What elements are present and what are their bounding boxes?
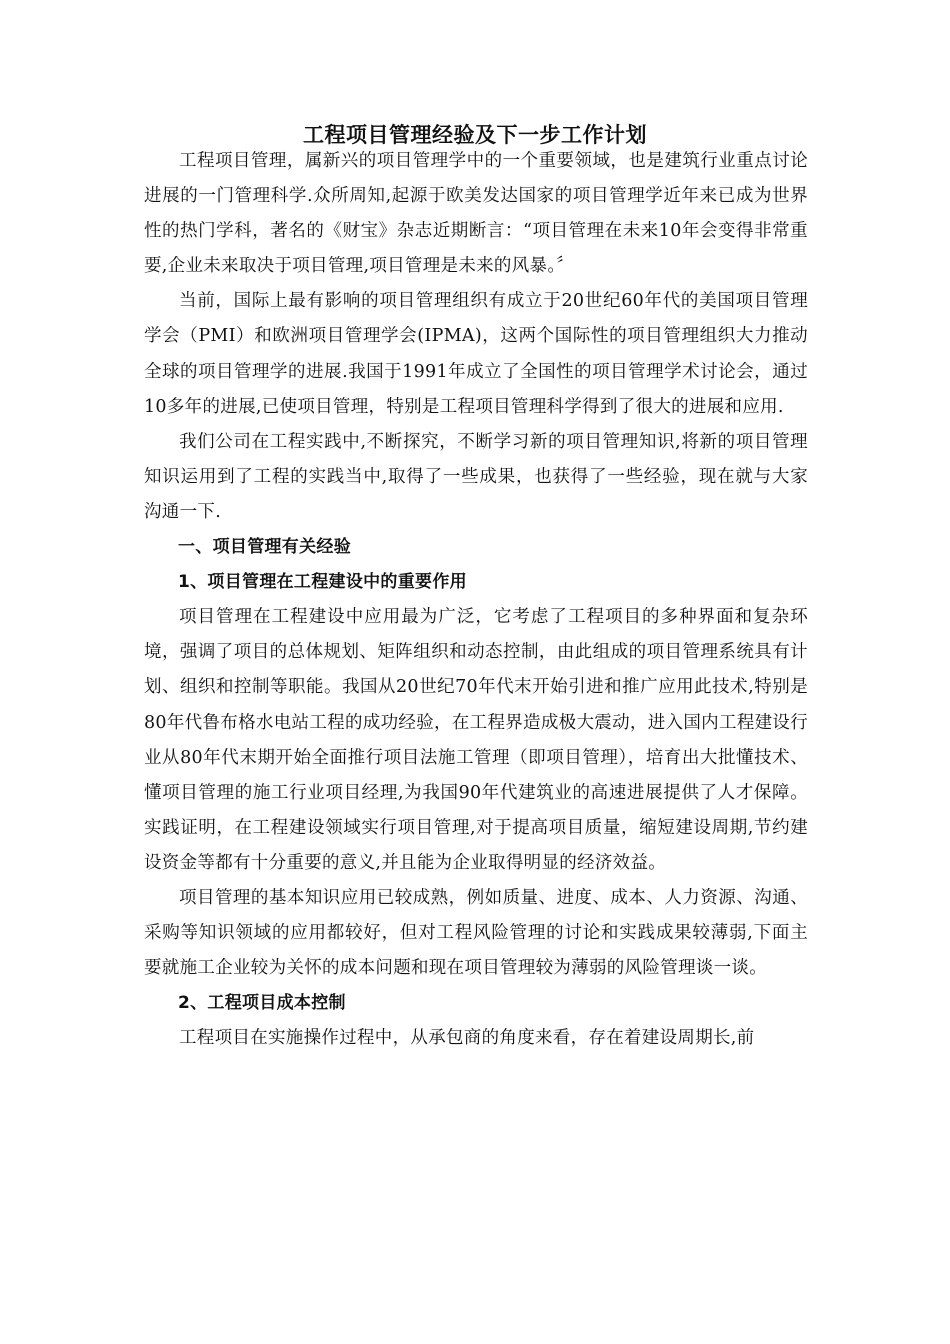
paragraph-cost-control: 工程项目在实施操作过程中，从承包商的角度来看，存在着建设周期长,前 <box>179 1028 755 1049</box>
paragraph-company-practice: 我们公司在工程实践中,不断探究，不断学习新的项目管理知识,将新的项目管理知识运用到了工程的实践当中,取得了一些成果，也获得了一些经验，现在就与大家沟通一下. <box>144 431 808 522</box>
paragraph-knowledge-areas: 项目管理的基本知识应用已较成熟，例如质量、进度、成本、人力资源、沟通、采购等知识领域的应用都较好，但对工程风险管理的讨论和实践成果较薄弱,下面主要就施工企业较为关怀的成本问题和现在项目管理较为薄弱的风险管理谈一谈。 <box>144 887 808 979</box>
document-title: 工程项目管理经验及下一步工作计划 <box>303 123 647 147</box>
document-body <box>144 144 808 1056</box>
paragraph-intro: 工程项目管理，属新兴的项目管理学中的一个重要领域，也是建筑行业重点讨论进展的一门管理科学.众所周知,起源于欧美发达国家的项目管理学近年来已成为世界性的热门学科，著名的《财宝》杂志近期断言：“项目管理在未来10年会变得非常重要,企业未来取决于项目管理,项目管理是未来的风暴。〞 <box>144 151 808 277</box>
subsection-heading-cost-control: 2、工程项目成本控制 <box>178 993 346 1014</box>
subsection-heading-role: 1、项目管理在工程建设中的重要作用 <box>178 572 467 593</box>
section-heading-experience: 一、项目管理有关经验 <box>178 537 351 558</box>
paragraph-organizations: 当前，国际上最有影响的项目管理组织有成立于20世纪60年代的美国项目管理学会（PMI）和欧洲项目管理学会(IPMA)，这两个国际性的项目管理组织大力推动全球的项目管理学的进展.我国于1991年成立了全国性的项目管理学术讨论会，通过10多年的进展,已使项目管理，特别是工程项目管理科学得到了很大的进展和应用. <box>144 291 808 417</box>
paragraph-role: 项目管理在工程建设中应用最为广泛，它考虑了工程项目的多种界面和复杂环境，强调了项目的总体规划、矩阵组织和动态控制，由此组成的项目管理系统具有计划、组织和控制等职能。我国从20世纪70年代末开始引进和推广应用此技术,特别是80年代鲁布格水电站工程的成功经验，在工程界造成极大震动，进入国内工程建设行业从80年代末期开始全面推行项目法施工管理（即项目管理），培育出大批懂技术、懂项目管理的施工行业项目经理,为我国90年代建筑业的高速进展提供了人才保障。实践证明，在工程建设领域实行项目管理,对于提高项目质量，缩短建设周期,节约建设资金等都有十分重要的意义,并且能为企业取得明显的经济效益。 <box>144 607 808 873</box>
